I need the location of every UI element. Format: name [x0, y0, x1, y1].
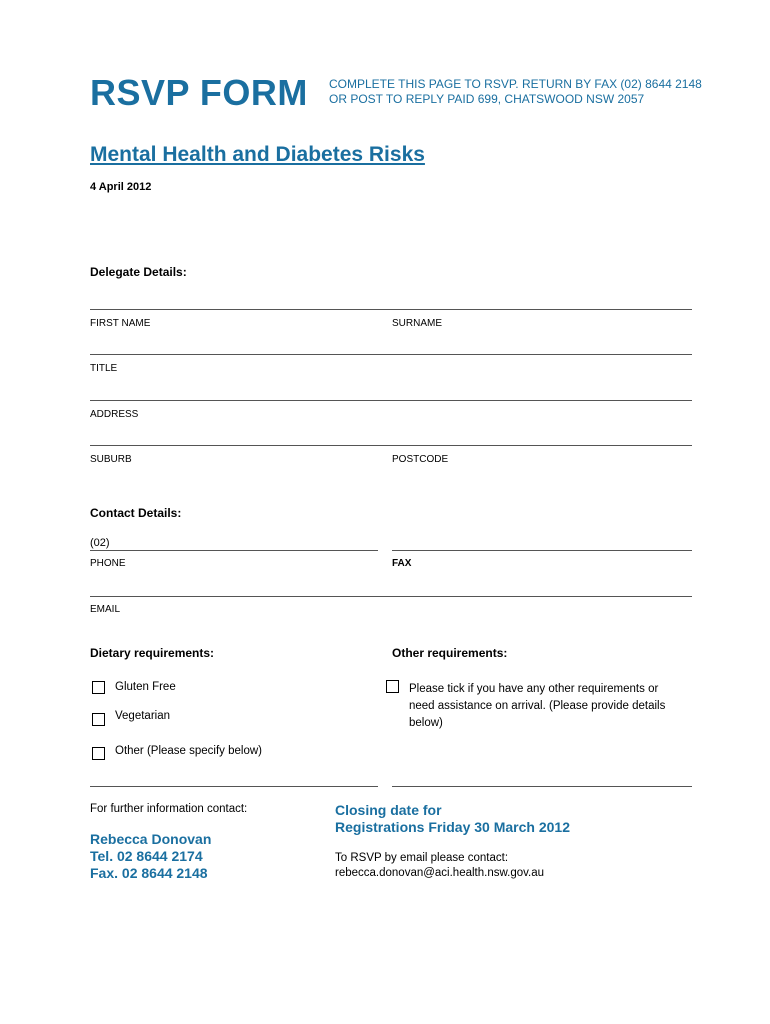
first-name-label: FIRST NAME	[90, 318, 151, 329]
title-field[interactable]	[90, 354, 692, 355]
phone-field[interactable]	[90, 550, 378, 551]
gluten-free-label: Gluten Free	[115, 681, 176, 693]
vegetarian-checkbox[interactable]	[92, 713, 105, 726]
rsvp-email-label: To RSVP by email please contact:	[335, 852, 509, 864]
phone-prefix: (02)	[90, 537, 110, 549]
title-label: TITLE	[90, 363, 118, 374]
event-date: 4 April 2012	[90, 181, 152, 193]
suburb-label: SUBURB	[90, 454, 132, 465]
email-field[interactable]	[90, 596, 692, 597]
address-label: ADDRESS	[90, 409, 139, 420]
other-requirements-text: Please tick if you have any other requirements or need assistance on arrival. (Please provide details below)	[409, 683, 666, 729]
other-requirements-heading: Other requirements:	[392, 646, 508, 660]
other-requirements-details-field[interactable]	[392, 786, 692, 787]
fax-field[interactable]	[392, 550, 692, 551]
phone-label: PHONE	[90, 558, 126, 569]
gluten-free-checkbox[interactable]	[92, 681, 105, 694]
other-dietary-label: Other (Please specify below)	[115, 745, 263, 757]
email-label: EMAIL	[90, 604, 121, 615]
dietary-details-field[interactable]	[90, 786, 378, 787]
closing-date-line1: Closing date for	[335, 802, 442, 818]
other-requirements-checkbox[interactable]	[386, 680, 399, 693]
rsvp-email-address[interactable]: rebecca.donovan@aci.health.nsw.gov.au	[335, 867, 545, 879]
further-info-label: For further information contact:	[90, 803, 248, 815]
contact-details-heading: Contact Details:	[90, 506, 182, 520]
first-name-field[interactable]	[90, 309, 692, 310]
surname-label: SURNAME	[392, 318, 443, 329]
contact-block	[90, 831, 211, 882]
return-instructions-line2: OR POST TO REPLY PAID 699, CHATSWOOD NSW 2057	[329, 92, 645, 106]
delegate-details-heading: Delegate Details:	[90, 265, 187, 279]
contact-name: Rebecca Donovan	[90, 831, 212, 847]
event-title: Mental Health and Diabetes Risks	[90, 143, 425, 166]
closing-date-line2: Registrations Friday 30 March 2012	[335, 819, 570, 835]
return-instructions-line1: COMPLETE THIS PAGE TO RSVP. RETURN BY FAX (02) 8644 2148	[329, 77, 702, 91]
rsvp-email-block	[335, 851, 544, 881]
closing-date	[335, 802, 570, 836]
fax-label: FAX	[392, 558, 412, 569]
suburb-field[interactable]	[90, 445, 692, 446]
vegetarian-label: Vegetarian	[115, 710, 170, 722]
contact-tel: Tel. 02 8644 2174	[90, 848, 203, 864]
dietary-requirements-heading: Dietary requirements:	[90, 646, 215, 660]
contact-fax: Fax. 02 8644 2148	[90, 865, 208, 881]
postcode-label: POSTCODE	[392, 454, 449, 465]
address-field[interactable]	[90, 400, 692, 401]
return-instructions	[329, 77, 702, 107]
form-title: RSVP FORM	[90, 72, 308, 113]
other-dietary-checkbox[interactable]	[92, 747, 105, 760]
